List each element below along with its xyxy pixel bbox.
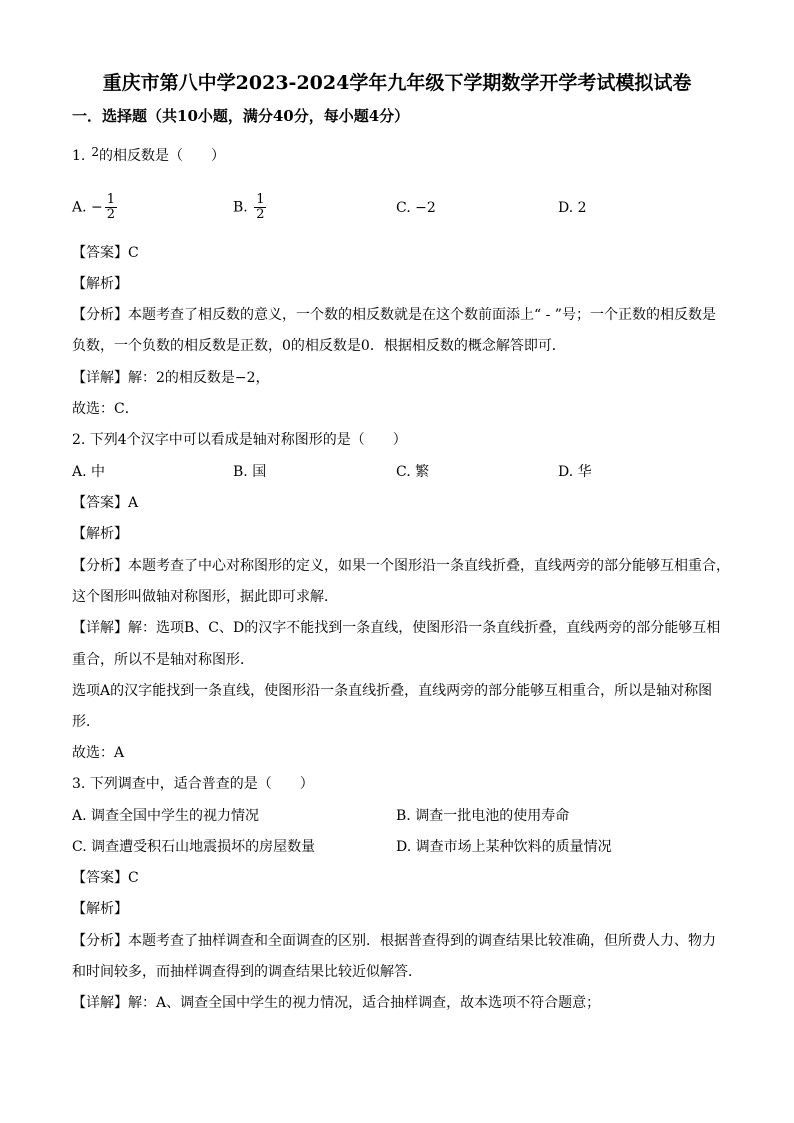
q3-analysis-line-1: 【分析】本题考查了抽样调查和全面调查的区别．根据普查得到的调查结果比较准确，但所费人力、物力 (72, 933, 716, 949)
q1-option-a-label: A. (72, 199, 87, 216)
q1-analysis-line-1: 【分析】本题考查了相反数的意义，一个数的相反数就是在这个数前面添上“ - ”号；一个正数的相反数是 (72, 307, 716, 323)
q1-option-d-text: 2 (577, 200, 587, 216)
section-heading: 一．选择题（共10小题，满分40分，每小题4分） (72, 107, 410, 125)
q3-option-d: D. 调查市场上某种饮料的质量情况 (396, 839, 612, 855)
q2-choose: 故选：A (72, 745, 125, 761)
q1-option-c-label: C. (396, 200, 411, 216)
q1-option-b (233, 193, 266, 222)
q1-option-a (72, 193, 117, 222)
question-1-value: 2 (91, 145, 99, 159)
q1-answer: 【答案】C (72, 245, 139, 261)
fraction-denominator: 2 (256, 207, 265, 222)
q2-option-a: A. 中 (72, 464, 106, 480)
q2-answer: 【答案】A (72, 495, 139, 511)
fraction-numerator: 1 (256, 192, 265, 207)
q2-option-b: B. 国 (233, 464, 267, 480)
q1-option-a-fraction (105, 193, 117, 222)
q1-analysis-line-2: 负数，一个负数的相反数是正数，0的相反数是0．根据相反数的概念解答即可． (72, 338, 566, 354)
question-1-stem (72, 146, 225, 166)
question-1-number: 1. (72, 148, 86, 164)
q2-option-c: C. 繁 (396, 464, 430, 480)
q1-detail: 【详解】解：2的相反数是−2， (72, 370, 270, 386)
fraction-numerator: 1 (106, 192, 116, 207)
q3-detail-line-1: 【详解】解：A、调查全国中学生的视力情况，适合抽样调查，故本选项不符合题意； (72, 995, 601, 1011)
question-3-stem: 3. 下列调查中，适合普查的是（ ） (72, 776, 314, 792)
question-1-text: 的相反数是（ ） (99, 148, 225, 164)
q3-option-a: A. 调查全国中学生的视力情况 (72, 808, 260, 824)
q2-analysis-line-1: 【分析】本题考查了中心对称图形的定义，如果一个图形沿一条直线折叠，直线两旁的部分能够互相重合， (72, 558, 730, 574)
q1-option-d (558, 198, 587, 218)
q1-option-c-text: −2 (415, 200, 436, 216)
q1-option-a-sign: − (91, 199, 103, 216)
q2-analysis-heading: 【解析】 (72, 526, 128, 542)
q3-option-b: B. 调查一批电池的使用寿命 (396, 808, 570, 824)
q3-answer: 【答案】C (72, 870, 139, 886)
fraction-denominator: 2 (106, 207, 116, 222)
q1-option-d-label: D. (558, 200, 574, 216)
q2-analysis-line-2: 这个图形叫做轴对称图形，据此即可求解． (72, 589, 338, 605)
q2-detail-line-1: 【详解】解：选项B、C、D的汉字不能找到一条直线，使图形沿一条直线折叠，直线两旁的部分能够互相 (72, 620, 721, 636)
q2-detail-line-4: 形． (72, 714, 100, 730)
q3-analysis-heading: 【解析】 (72, 901, 128, 917)
q2-detail-line-3: 选项A的汉字能找到一条直线，使图形沿一条直线折叠，直线两旁的部分能够互相重合，所以是轴对称图 (72, 683, 713, 699)
q1-option-c (396, 198, 436, 218)
q1-option-b-fraction (254, 193, 266, 222)
q1-option-b-label: B. (233, 199, 248, 216)
question-2-stem: 2. 下列4个汉字中可以看成是轴对称图形的是（ ） (72, 432, 407, 448)
q3-option-c: C. 调查遭受积石山地震损坏的房屋数量 (72, 839, 316, 855)
q2-option-d: D. 华 (558, 464, 592, 480)
q1-analysis-heading: 【解析】 (72, 276, 128, 292)
q1-choose: 故选：C． (72, 401, 139, 417)
q2-detail-line-2: 重合，所以不是轴对称图形． (72, 652, 254, 668)
page-title: 重庆市第八中学2023-2024学年九年级下学期数学开学考试模拟试卷 (102, 72, 692, 94)
q3-analysis-line-2: 和时间较多，而抽样调查得到的调查结果比较近似解答． (72, 964, 422, 980)
